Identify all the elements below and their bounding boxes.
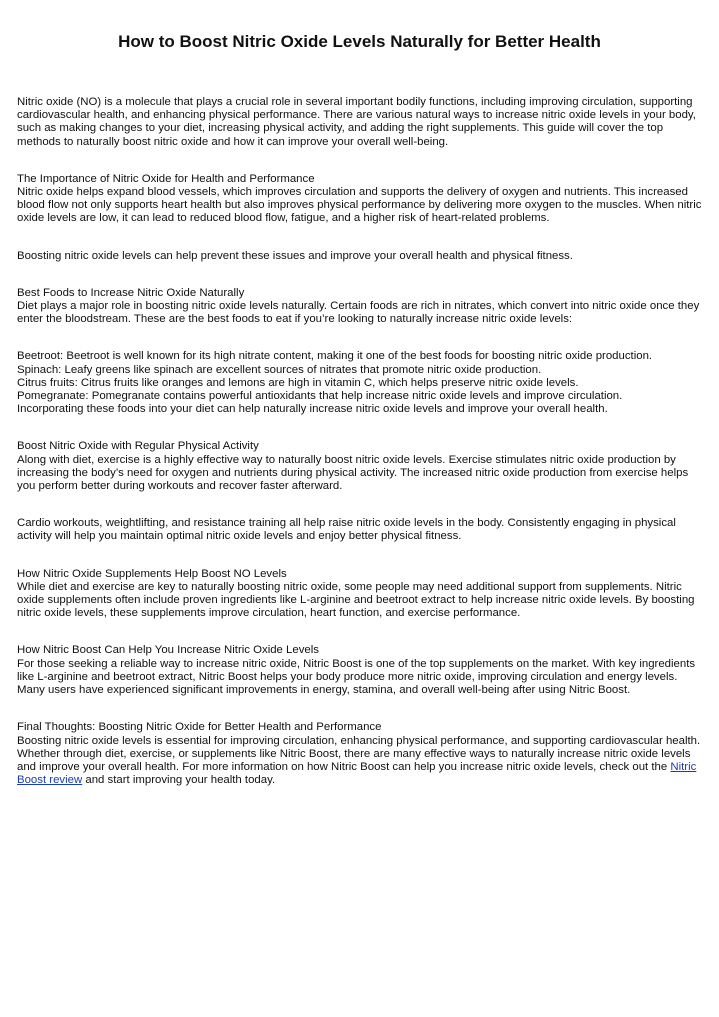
section-body: Diet plays a major role in boosting nitric oxide levels naturally. Certain foods are rich in nitrates, which convert into nitric oxide once they enter the bloodstream. These are the best foods to eat if you’re looking to naturally increase nitric oxide levels:	[17, 300, 700, 326]
section-body: Along with diet, exercise is a highly effective way to naturally boost nitric oxide levels. Exercise stimulates nitric oxide production by increasing the body’s need for oxygen and nutrients during physical activity. The increased nitric oxide production from exercise helps you perform better during workouts and recover faster afterward.	[17, 453, 689, 493]
nitric-boost-review-link[interactable]: Nitric Boost review	[17, 760, 697, 787]
section-supplements	[17, 568, 707, 621]
section-heading: How Nitric Boost Can Help You Increase Nitric Oxide Levels	[17, 644, 319, 657]
final-body-text: Boosting nitric oxide levels is essential for improving circulation, enhancing physical performance, and supporting cardiovascular health. Whether through diet, exercise, or supplements like Nitric Boost, there are many effective ways to naturally increase nitric oxide levels and improve your overall health. For more information on how Nitric Boost can help you increase nitric oxide levels, check out the	[17, 734, 701, 773]
food-list	[17, 350, 707, 416]
section-body: For those seeking a reliable way to increase nitric oxide, Nitric Boost is one of the top supplements on the market. With key ingredients like L-arginine and beetroot extract, Nitric Boost helps your body produce more nitric oxide, improving circulation and energy levels. Many users have experienced significant improvements in energy, stamina, and overall well-being after using Nitric Boost.	[17, 657, 696, 697]
final-body-text-end: and start improving your health today.	[82, 774, 276, 787]
section-exercise	[17, 440, 707, 493]
food-list-item: Spinach: Leafy greens like spinach are excellent sources of nitrates that promote nitric oxide production.	[17, 363, 542, 376]
document-body	[17, 96, 707, 787]
section-heading: How Nitric Oxide Supplements Help Boost NO Levels	[17, 567, 287, 580]
food-list-item: Citrus fruits: Citrus fruits like oranges and lemons are high in vitamin C, which helps preserve nitric oxide levels.	[17, 376, 579, 389]
section-body: While diet and exercise are key to naturally boosting nitric oxide, some people may need additional support from supplements. Nitric oxide supplements often include proven ingredients like L-arginine and beetroot extract to help increase nitric oxide levels. By boosting nitric oxide levels, these supplements improve circulation, heart function, and exercise performance.	[17, 580, 695, 620]
section-heading: Final Thoughts: Boosting Nitric Oxide for Better Health and Performance	[17, 721, 382, 734]
section-heading: Best Foods to Increase Nitric Oxide Naturally	[17, 286, 245, 299]
section-foods	[17, 287, 707, 327]
food-list-closing: Incorporating these foods into your diet can help naturally increase nitric oxide levels and improve your overall health.	[17, 403, 608, 416]
section-followup: Cardio workouts, weightlifting, and resistance training all help raise nitric oxide levels in the body. Consistently engaging in physical activity will help you maintain optimal nitric oxide levels and enjoy better physical fitness.	[17, 517, 676, 543]
food-list-item: Pomegranate: Pomegranate contains powerful antioxidants that help increase nitric oxide levels and improve circulation.	[17, 390, 623, 403]
page-title: How to Boost Nitric Oxide Levels Naturally for Better Health	[118, 32, 601, 51]
section-followup: Boosting nitric oxide levels can help prevent these issues and improve your overall health and physical fitness.	[17, 249, 573, 262]
food-list-item: Beetroot: Beetroot is well known for its high nitrate content, making it one of the best foods for boosting nitric oxide production.	[17, 350, 653, 363]
intro-paragraph: Nitric oxide (NO) is a molecule that plays a crucial role in several important bodily functions, including improving circulation, supporting cardiovascular health, and enhancing physical performance. There are various natural ways to increase nitric oxide levels in your body, such as making changes to your diet, increasing physical activity, and adding the right supplements. This guide will cover the top methods to naturally boost nitric oxide and how it can improve your overall well-being.	[17, 96, 696, 148]
section-final	[17, 721, 707, 787]
section-heading: The Importance of Nitric Oxide for Health and Performance	[17, 172, 315, 185]
section-body: Nitric oxide helps expand blood vessels, which improves circulation and supports the delivery of oxygen and nutrients. This increased blood flow not only supports heart health but also improves physical performance by delivering more oxygen to the muscles. When nitric oxide levels are low, it can lead to reduced blood flow, fatigue, and a higher risk of heart-related problems.	[17, 186, 702, 225]
section-nitric-boost	[17, 644, 707, 697]
section-heading: Boost Nitric Oxide with Regular Physical Activity	[17, 440, 259, 453]
section-body	[17, 735, 707, 788]
section-importance	[17, 173, 707, 226]
